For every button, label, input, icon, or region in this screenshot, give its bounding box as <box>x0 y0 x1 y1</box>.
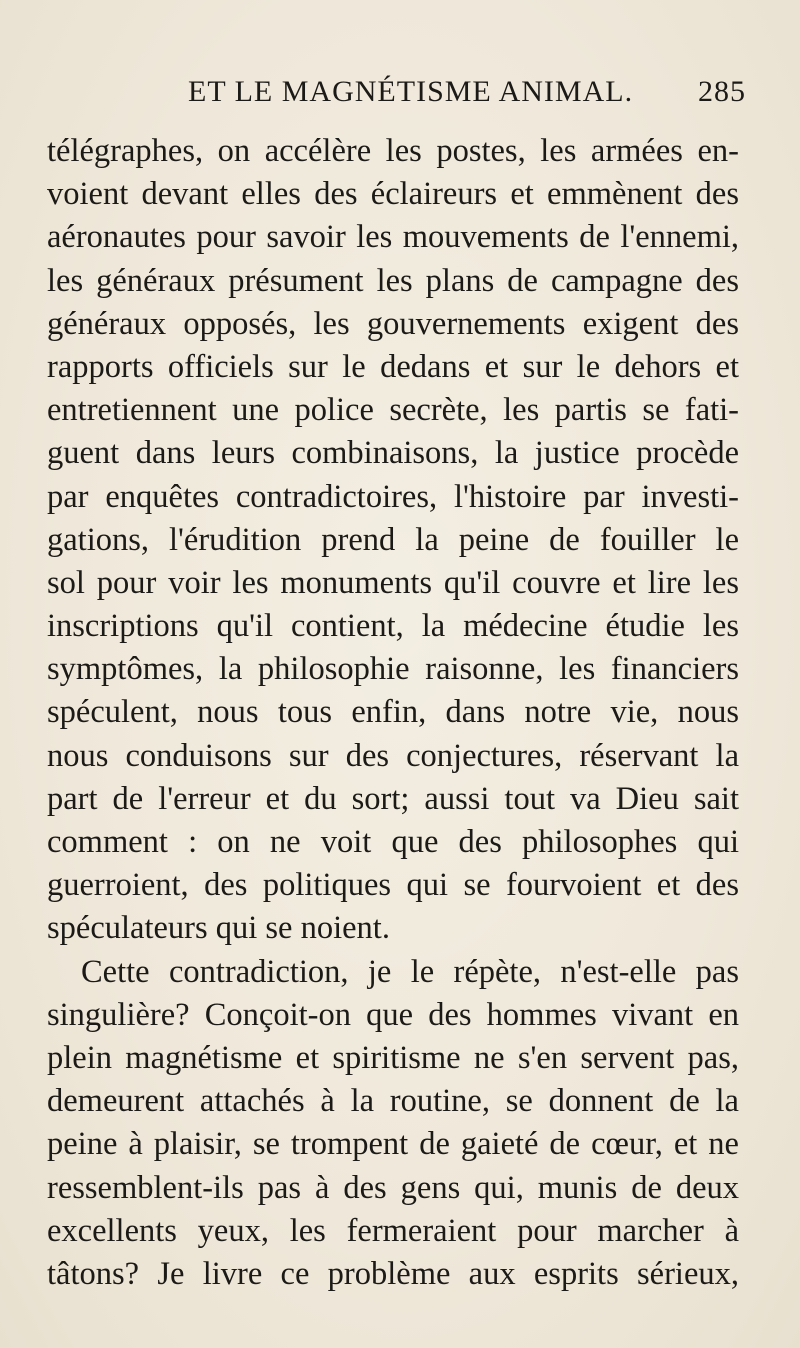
text-line: gations, l'érudition prend la peine de fouiller le <box>47 521 739 558</box>
text-line: peine à plaisir, se trompent de gaieté de cœur, et ne <box>47 1126 739 1163</box>
text-line: inscriptions qu'il contient, la médecine étudie les <box>47 608 739 645</box>
running-head <box>188 72 746 112</box>
text-line: singulière? Conçoit-on que des hommes vivant en <box>47 996 739 1033</box>
text-line: aéronautes pour savoir les mouvements de l'ennemi, <box>47 219 739 256</box>
text-line: entretiennent une police secrète, les partis se fati- <box>47 392 739 429</box>
text-line: les généraux présument les plans de campagne des <box>47 262 739 299</box>
text-line: généraux opposés, les gouvernements exigent des <box>47 305 739 342</box>
text-line: excellents yeux, les fermeraient pour marcher à <box>47 1212 739 1249</box>
text-line: voient devant elles des éclaireurs et emmènent des <box>47 176 739 213</box>
text-line: ressemblent-ils pas à des gens qui, munis de deux <box>47 1169 739 1206</box>
text-line: rapports officiels sur le dedans et sur le dehors et <box>47 348 739 385</box>
text-line: comment : on ne voit que des philosophes qui <box>47 824 739 860</box>
text-line: tâtons? Je livre ce problème aux esprits sérieux, <box>47 1255 739 1292</box>
text-line: nous conduisons sur des conjectures, réservant la <box>47 737 739 774</box>
running-title: ET LE MAGNÉTISME ANIMAL. <box>188 75 634 108</box>
paragraph-first-line: Cette contradiction, je le répète, n'est-elle pas <box>81 953 739 990</box>
text-line: spéculent, nous tous enfin, dans notre vie, nous <box>47 694 739 731</box>
page-number: 285 <box>698 75 746 108</box>
paragraph-last-line: spéculateurs qui se noient. <box>47 910 390 947</box>
text-line: télégraphes, on accélère les postes, les armées en- <box>47 133 739 169</box>
text-line: part de l'erreur et du sort; aussi tout va Dieu sait <box>47 780 739 817</box>
text-line: guent dans leurs combinaisons, la justice procède <box>47 435 739 472</box>
text-line: sol pour voir les monuments qu'il couvre et lire les <box>47 564 739 601</box>
body-text <box>47 130 739 1296</box>
text-line: demeurent attachés à la routine, se donnent de la <box>47 1083 739 1120</box>
text-line: symptômes, la philosophie raisonne, les financiers <box>47 651 739 688</box>
text-line: guerroient, des politiques qui se fourvoient et des <box>47 867 739 904</box>
text-line: plein magnétisme et spiritisme ne s'en servent pas, <box>47 1039 739 1076</box>
text-line: par enquêtes contradictoires, l'histoire par investi- <box>47 478 739 515</box>
